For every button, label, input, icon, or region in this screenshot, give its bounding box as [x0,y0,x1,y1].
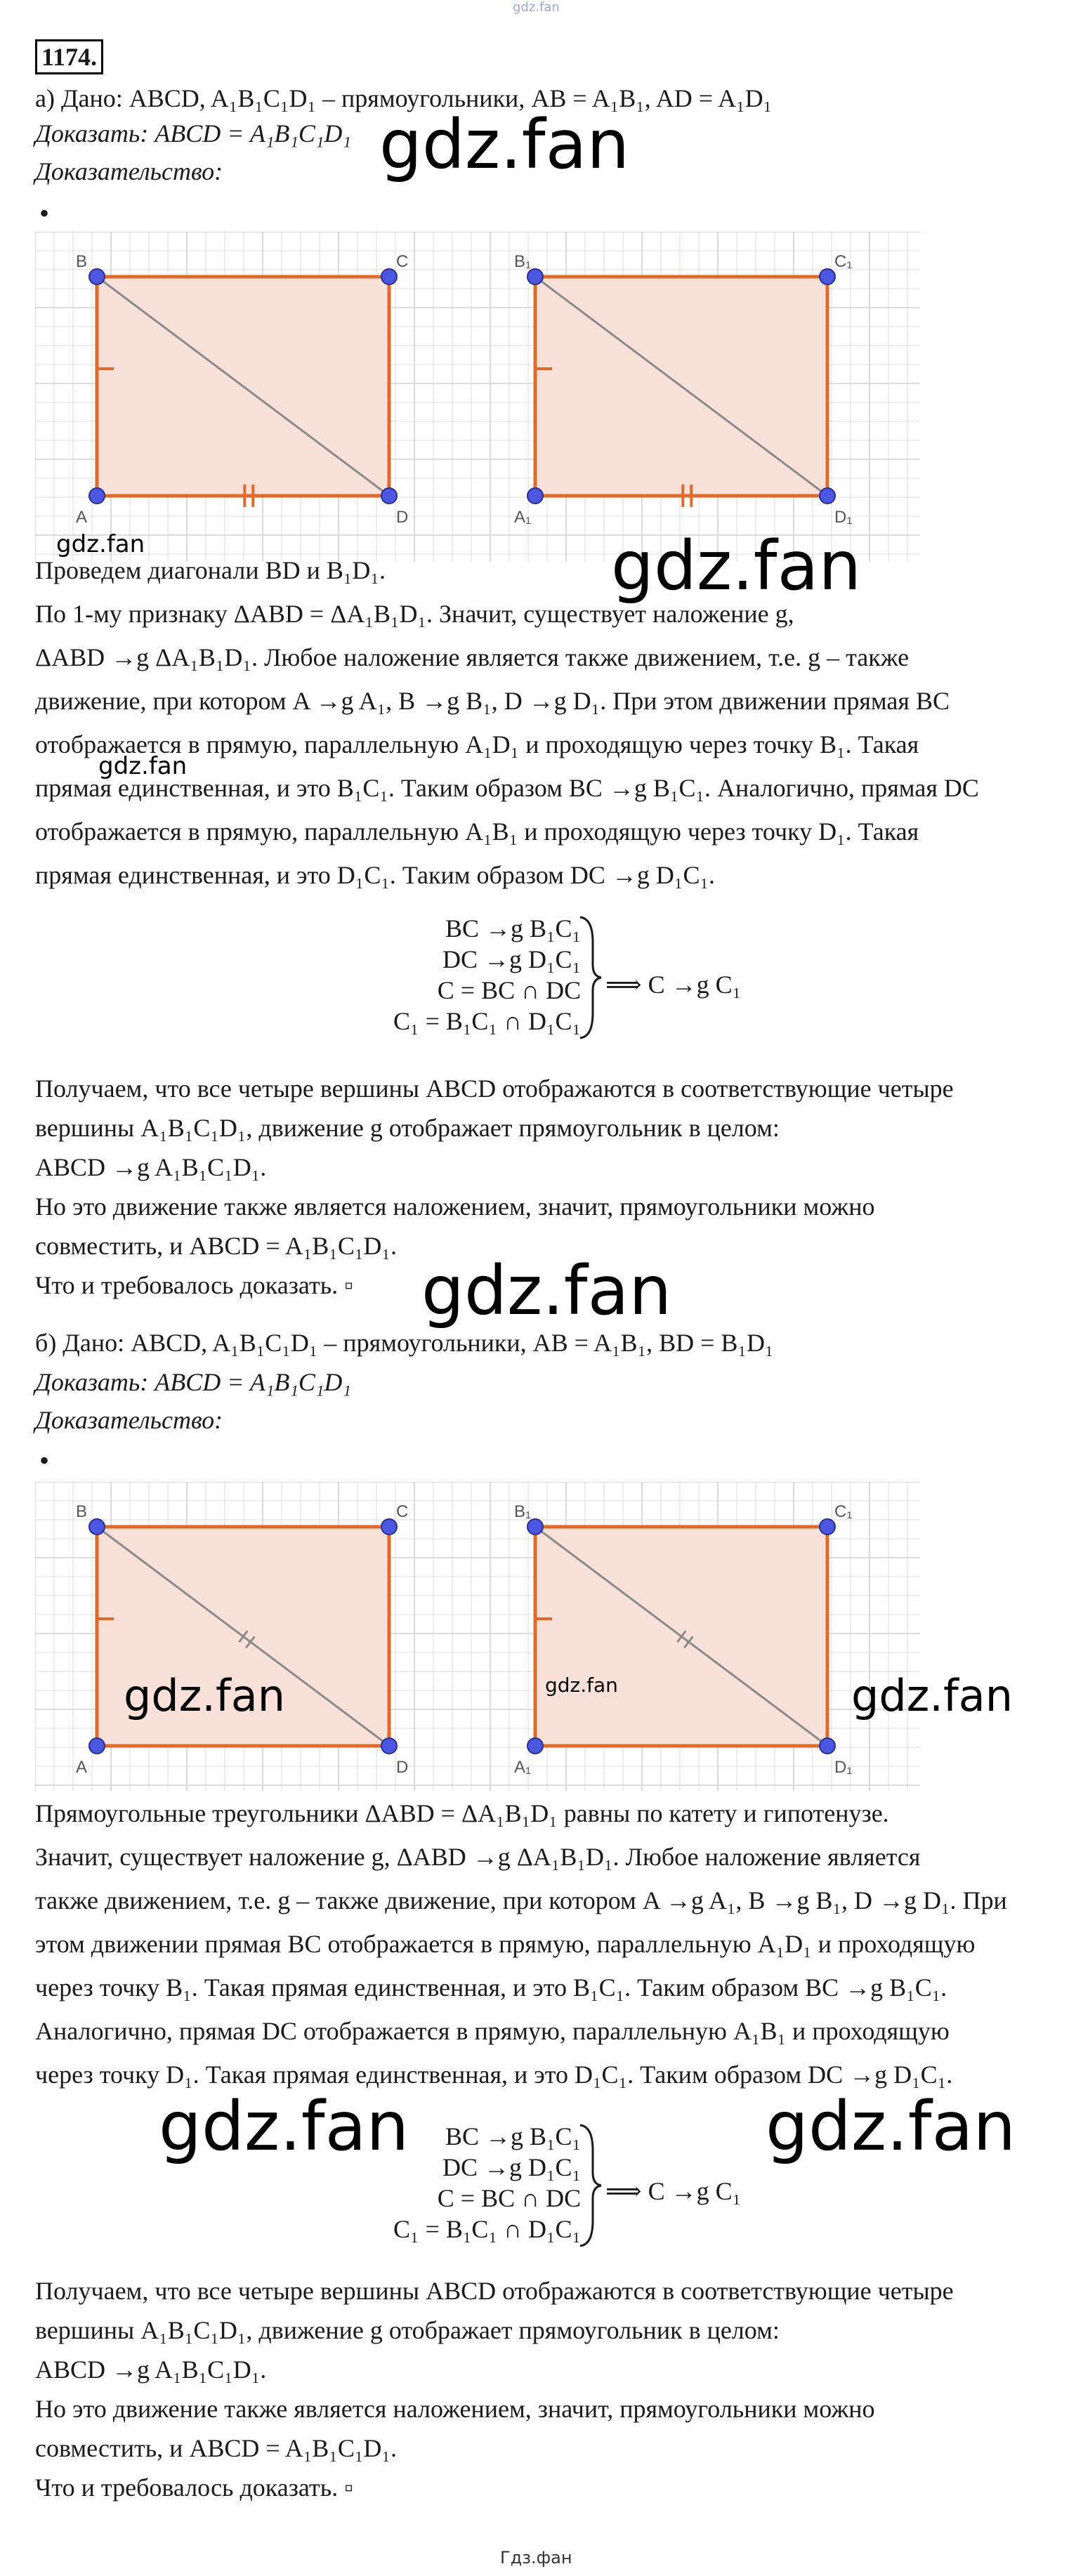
vertex-point [527,269,543,284]
text-line: ABCD →g A₁B₁C₁D₁. [35,1153,267,1181]
vertex-label: B₁ [514,1502,532,1521]
system-row: DC →g D₁C₁ [442,945,582,973]
part-b-bullet: • [39,1445,50,1476]
text-line: Но это движение также является наложением, значит, прямоугольники можно [35,2395,875,2423]
part-a-prove: Доказать: ABCD = A₁B₁C₁D₁ [35,119,351,147]
text-line: прямая единственная, и это D₁C₁. Таким образом DC →g D₁C₁. [35,861,716,889]
text-line: через точку B₁. Такая прямая единственная, и это B₁C₁. Таким образом BC →g B₁C₁. [35,1973,947,2002]
watermark-text: gdz.fan [766,2087,1016,2166]
text-line: Аналогично, прямая DC отображается в прямую, параллельную A₁B₁ и проходящую [35,2017,950,2045]
vertex-label: C [396,252,409,271]
figure-a [35,232,920,565]
vertex-point [527,1519,543,1535]
vertex-point [381,488,397,504]
system-row: BC →g B₁C₁ [445,914,582,942]
vertex-point [527,488,543,504]
watermark-text: gdz.fan [851,1670,1013,1721]
watermark-text: gdz.fan [379,105,630,184]
part-b-proof-label: Доказательство: [35,1406,223,1434]
system-row: BC →g B₁C₁ [445,2122,582,2150]
text-line: ABCD →g A₁B₁C₁D₁. [35,2355,267,2384]
brace-a [576,914,604,1041]
watermark-bottom: Гдз.фан [500,2548,572,2568]
text-line: также движением, т.е. g – также движение, при котором A →g A₁, B →g B₁, D →g D₁. При [35,1886,1007,1914]
vertex-point [820,269,835,284]
text-line: Но это движение также является наложением, значит, прямоугольники можно [35,1192,875,1221]
text-line: ΔABD →g ΔA₁B₁D₁. Любое наложение является также движением, т.е. g – также [35,643,910,671]
part-a-system [393,913,581,1037]
text-line: Что и требовалось доказать. ▫ [35,1271,353,1299]
vertex-label: D₁ [834,1758,853,1777]
part-b-system [393,2121,581,2245]
text-line: вершины A₁B₁C₁D₁, движение g отображает прямоугольник в целом: [35,1114,780,1142]
text-line: отображается в прямую, параллельную A₁D₁ и проходящую через точку B₁. Такая [35,730,919,758]
part-b-prove: Доказать: ABCD = A₁B₁C₁D₁ [35,1368,351,1396]
problem-number: 1174. [35,39,103,74]
text-line: вершины A₁B₁C₁D₁, движение g отображает прямоугольник в целом: [35,2316,780,2344]
vertex-label: B [76,1502,88,1521]
watermark-text: gdz.fan [98,752,188,780]
part-a-conclusion: ⟹ C →g C₁ [605,971,742,999]
text-line: совместить, и ABCD = A₁B₁C₁D₁. [35,2434,397,2462]
text-line: Проведем диагонали BD и B₁D₁. [35,556,386,584]
text-line: отображается в прямую, параллельную A₁B₁ и проходящую через точку D₁. Такая [35,817,919,846]
text-line: этом движении прямая BC отображается в прямую, параллельную A₁D₁ и проходящую [35,1930,976,1958]
part-b-conclusion: ⟹ C →g C₁ [605,2177,742,2205]
vertex-point [820,1519,835,1535]
vertex-point [820,488,835,504]
vertex-point [89,1738,105,1754]
watermark-text: gdz.fan [56,530,145,558]
vertex-label: C [396,1502,409,1521]
vertex-label: B [76,252,88,271]
text-line: Получаем, что все четыре вершины ABCD отображаются в соответствующие четыре [35,1075,954,1103]
system-row: C₁ = B₁C₁ ∩ D₁C₁ [393,2215,582,2243]
watermark-text: gdz.fan [159,2087,409,2166]
watermark-text: gdz.fan [545,1674,618,1697]
system-row: C₁ = B₁C₁ ∩ D₁C₁ [393,1007,582,1035]
vertex-point [381,1519,397,1535]
vertex-label: C₁ [834,252,853,271]
vertex-point [89,488,105,504]
system-row: DC →g D₁C₁ [442,2153,582,2181]
vertex-label: A [76,1758,88,1777]
text-line: Прямоугольные треугольники ΔABD = ΔA₁B₁D₁ равны по катету и гипотенузе. [35,1799,889,1827]
part-a-bullet: • [39,197,50,229]
watermark-text: gdz.fan [421,1251,672,1330]
vertex-label: A [76,508,88,527]
system-row: C = BC ∩ DC [437,2184,582,2212]
vertex-point [820,1738,835,1754]
vertex-point [89,1519,105,1535]
text-line: Значит, существует наложение g, ΔABD →g ΔA₁B₁D₁. Любое наложение является [35,1843,921,1871]
vertex-point [381,269,397,284]
figure-b-canvas [35,1482,920,1791]
text-line: Получаем, что все четыре вершины ABCD отображаются в соответствующие четыре [35,2277,954,2305]
system-row: C = BC ∩ DC [437,976,582,1004]
vertex-point [381,1738,397,1754]
vertex-point [527,1738,543,1754]
vertex-point [89,269,105,284]
vertex-label: D [396,508,409,527]
part-b-given: б) Дано: ABCD, A₁B₁C₁D₁ – прямоугольники, AB = A₁B₁, BD = B₁D₁ [35,1329,774,1357]
vertex-label: C₁ [834,1502,853,1521]
vertex-label: A₁ [514,508,532,527]
brace-b [576,2122,604,2249]
text-line: По 1-му признаку ΔABD = ΔA₁B₁D₁. Значит, существует наложение g, [35,600,794,628]
watermark-text: gdz.fan [611,527,862,605]
text-line: прямая единственная, и это B₁C₁. Таким образом BC →g B₁C₁. Аналогично, прямая DC [35,774,979,802]
vertex-label: D₁ [834,508,853,527]
text-line: через точку D₁. Такая прямая единственная, и это D₁C₁. Таким образом DC →g D₁C₁. [35,2061,953,2089]
vertex-label: A₁ [514,1758,532,1777]
text-line: движение, при котором A →g A₁, B →g B₁, D →g D₁. При этом движении прямая BC [35,687,950,715]
figure-a-canvas [35,232,920,562]
figure-b [35,1482,920,1794]
vertex-label: B₁ [514,252,532,271]
part-a-given: а) Дано: ABCD, A₁B₁C₁D₁ – прямоугольники, AB = A₁B₁, AD = A₁D₁ [35,84,773,112]
text-line: совместить, и ABCD = A₁B₁C₁D₁. [35,1232,397,1260]
watermark-top: gdz.fan [513,0,560,15]
vertex-label: D [396,1758,409,1777]
watermark-text: gdz.fan [124,1670,286,1721]
text-line: Что и требовалось доказать. ▫ [35,2473,353,2502]
part-a-proof-label: Доказательство: [35,157,223,185]
